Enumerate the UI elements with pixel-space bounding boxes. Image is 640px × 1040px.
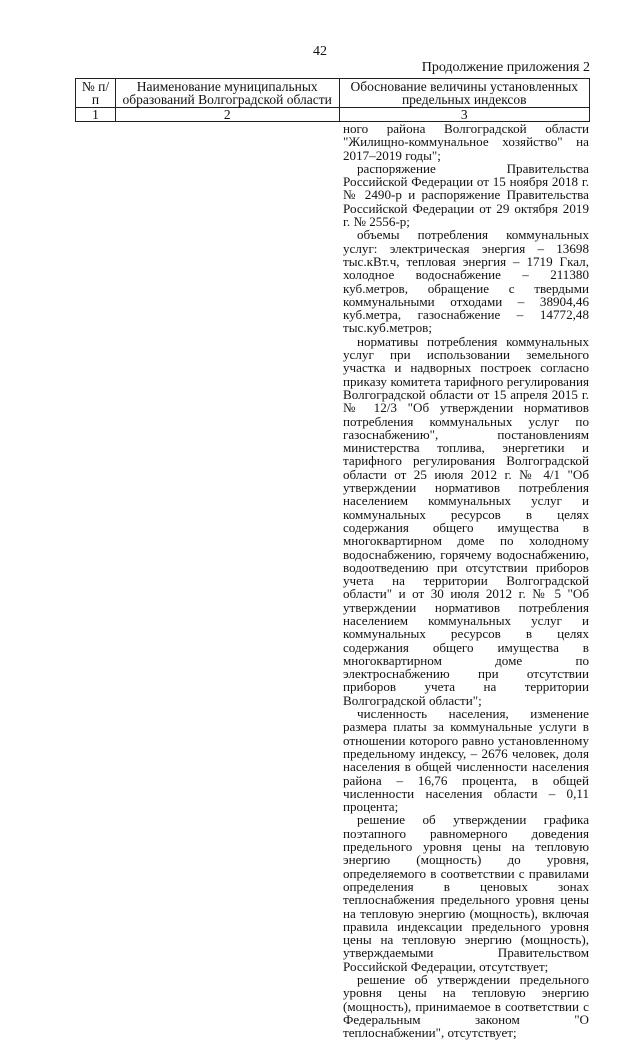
column-number-3: 3 <box>339 108 590 122</box>
paragraph: численность населения, изменение размера платы за коммунальные услуги в отношении которого равно установленному предельному индексу, – 2676 человек, доля населения в общей численности населения района – 16,76 процента, в общей численности населения области – 0,11 процента; <box>343 706 589 815</box>
continuation-label: Продолжение приложения 2 <box>421 60 590 75</box>
column-number-row <box>76 108 590 122</box>
justification-text <box>343 122 589 1039</box>
header-number: № п/п <box>76 79 116 108</box>
column-number-2: 2 <box>115 108 339 122</box>
paragraph: объемы потребления коммунальных услуг: электрическая энергия – 13698 тыс.кВт.ч, тепловая энергия – 1719 Гкал, холодное водоснабжение – 211380 куб.метров, обращение с твердыми коммунальными отходами – 38904,46 куб.метра, газоснабжение – 14772,48 тыс.куб.метров; <box>343 227 589 336</box>
paragraph: решение об утверждении графика поэтапного равномерного доведения предельного уровня цены на тепловую энергию (мощность) до уровня, определяемого в соответствии с правилами определения в ценовых зонах теплоснабжения предельного уровня цены на тепловую энергию (мощность), включая правила индексации предельного уровня цены на тепловую энергию (мощность), утверждаемыми Правительством Российской Федерации, отсутствует; <box>343 812 589 974</box>
header-municipality: Наименование муниципальных образований Волгоградской области <box>115 79 339 108</box>
page-number: 42 <box>313 44 327 59</box>
paragraph: ного района Волгоградской области "Жилищно-коммунальное хозяйство" на 2017–2019 годы"; <box>343 121 589 163</box>
paragraph: решение об утверждении предельного уровня цены на тепловую энергию (мощность), принимаемое в соответствии с Федеральным законом "О теплоснабжении", отсутствует; <box>343 972 589 1040</box>
column-number-1: 1 <box>76 108 116 122</box>
appendix-table <box>75 78 590 122</box>
table-header-row <box>76 79 590 108</box>
paragraph: нормативы потребления коммунальных услуг при использовании земельного участка и надворных построек согласно приказу комитета тарифного регулирования Волгоградской области от 15 апреля 2015 г. № 12/3 "Об утверждении нормативов потребления коммунальных услуг по газоснабжению", постановлениям министерства топлива, энергетики и тарифного регулирования Волгоградской области от 25 июля 2012 г. № 4/1 "Об утверждении нормативов потребления населением коммунальных услуг и коммунальных ресурсов в целях содержания общего имущества в многоквартирном доме по холодному водоснабжению, горячему водоснабжению, водоотведению при отсутствии приборов учета на территории Волгоградской области" и от 30 июля 2012 г. № 5 "Об утверждении нормативов потребления населением коммунальных услуг и коммунальных ресурсов в целях содержания общего имущества в многоквартирном доме по электроснабжению при отсутствии приборов учета на территории Волгоградской области"; <box>343 333 589 708</box>
header-justification: Обоснование величины установленных предельных индексов <box>339 79 590 108</box>
paragraph: распоряжение Правительства Российской Федерации от 15 ноября 2018 г. № 2490-р и распоряжение Правительства Российской Федерации от 29 октября 2019 г. № 2556-р; <box>343 160 589 230</box>
